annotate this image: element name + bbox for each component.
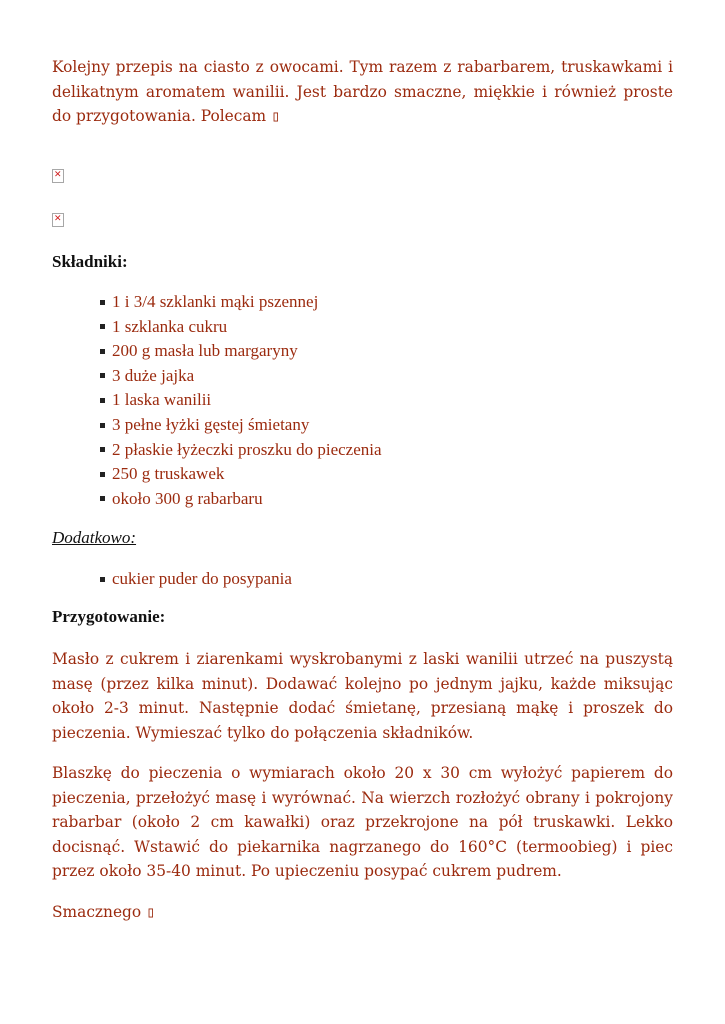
ingredients-heading: Składniki: — [52, 252, 128, 271]
preparation-text-2: Blaszkę do pieczenia o wymiarach około 20 x 30 cm wyłożyć papierem do pieczenia, przełożyć masę i wyrównać. Na wierzch rozłożyć obrany i pokrojony rabarbar (około 2 cm kawałki) oraz przekrojone na pół truskawki. Lekko docisnąć. Wstawić do piekarnika nagrzanego do 160°C (termoobieg) i piec przez około 35-40 minut. Po upieczeniu posypać cukrem pudrem. — [52, 764, 673, 880]
intro-text: Kolejny przepis na ciasto z owocami. Tym razem z rabarbarem, truskawkami i delikatnym aromatem wanilii. Jest bardzo smaczne, miękkie i również proste do przygotowania. Polecam — [52, 58, 673, 125]
closing-text: Smacznego — [52, 903, 142, 921]
list-item: 3 pełne łyżki gęstej śmietany — [100, 413, 382, 438]
intro-paragraph — [52, 55, 673, 129]
extra-list — [100, 567, 292, 592]
preparation-text-1: Masło z cukrem i ziarenkami wyskrobanymi z laski wanilii utrzeć na puszystą masę (przez kilka minut). Dodawać kolejno po jednym jajku, każde miksując około 2-3 minut. Następnie dodać śmietanę, przesianą mąkę i proszek do pieczenia. Wymieszać tylko do połączenia składników. — [52, 650, 673, 742]
list-item: 200 g masła lub margaryny — [100, 339, 382, 364]
list-item: 1 i 3/4 szklanki mąki pszennej — [100, 290, 382, 315]
emoji-glyph: ▯ — [146, 903, 156, 921]
list-item: 1 laska wanilii — [100, 388, 382, 413]
list-item: 2 płaskie łyżeczki proszku do pieczenia — [100, 438, 382, 463]
extra-heading: Dodatkowo: — [52, 528, 137, 547]
list-item: 250 g truskawek — [100, 462, 382, 487]
broken-image-icon — [52, 169, 64, 183]
list-item: cukier puder do posypania — [100, 567, 292, 592]
ingredients-list — [100, 290, 382, 511]
emoji-glyph: ▯ — [271, 107, 281, 125]
list-item: 3 duże jajka — [100, 364, 382, 389]
preparation-paragraph-2 — [52, 761, 673, 884]
closing-paragraph — [52, 900, 673, 925]
preparation-paragraph-1 — [52, 647, 673, 745]
list-item: około 300 g rabarbaru — [100, 487, 382, 512]
list-item: 1 szklanka cukru — [100, 315, 382, 340]
broken-image-icon — [52, 213, 64, 227]
preparation-heading: Przygotowanie: — [52, 607, 166, 626]
